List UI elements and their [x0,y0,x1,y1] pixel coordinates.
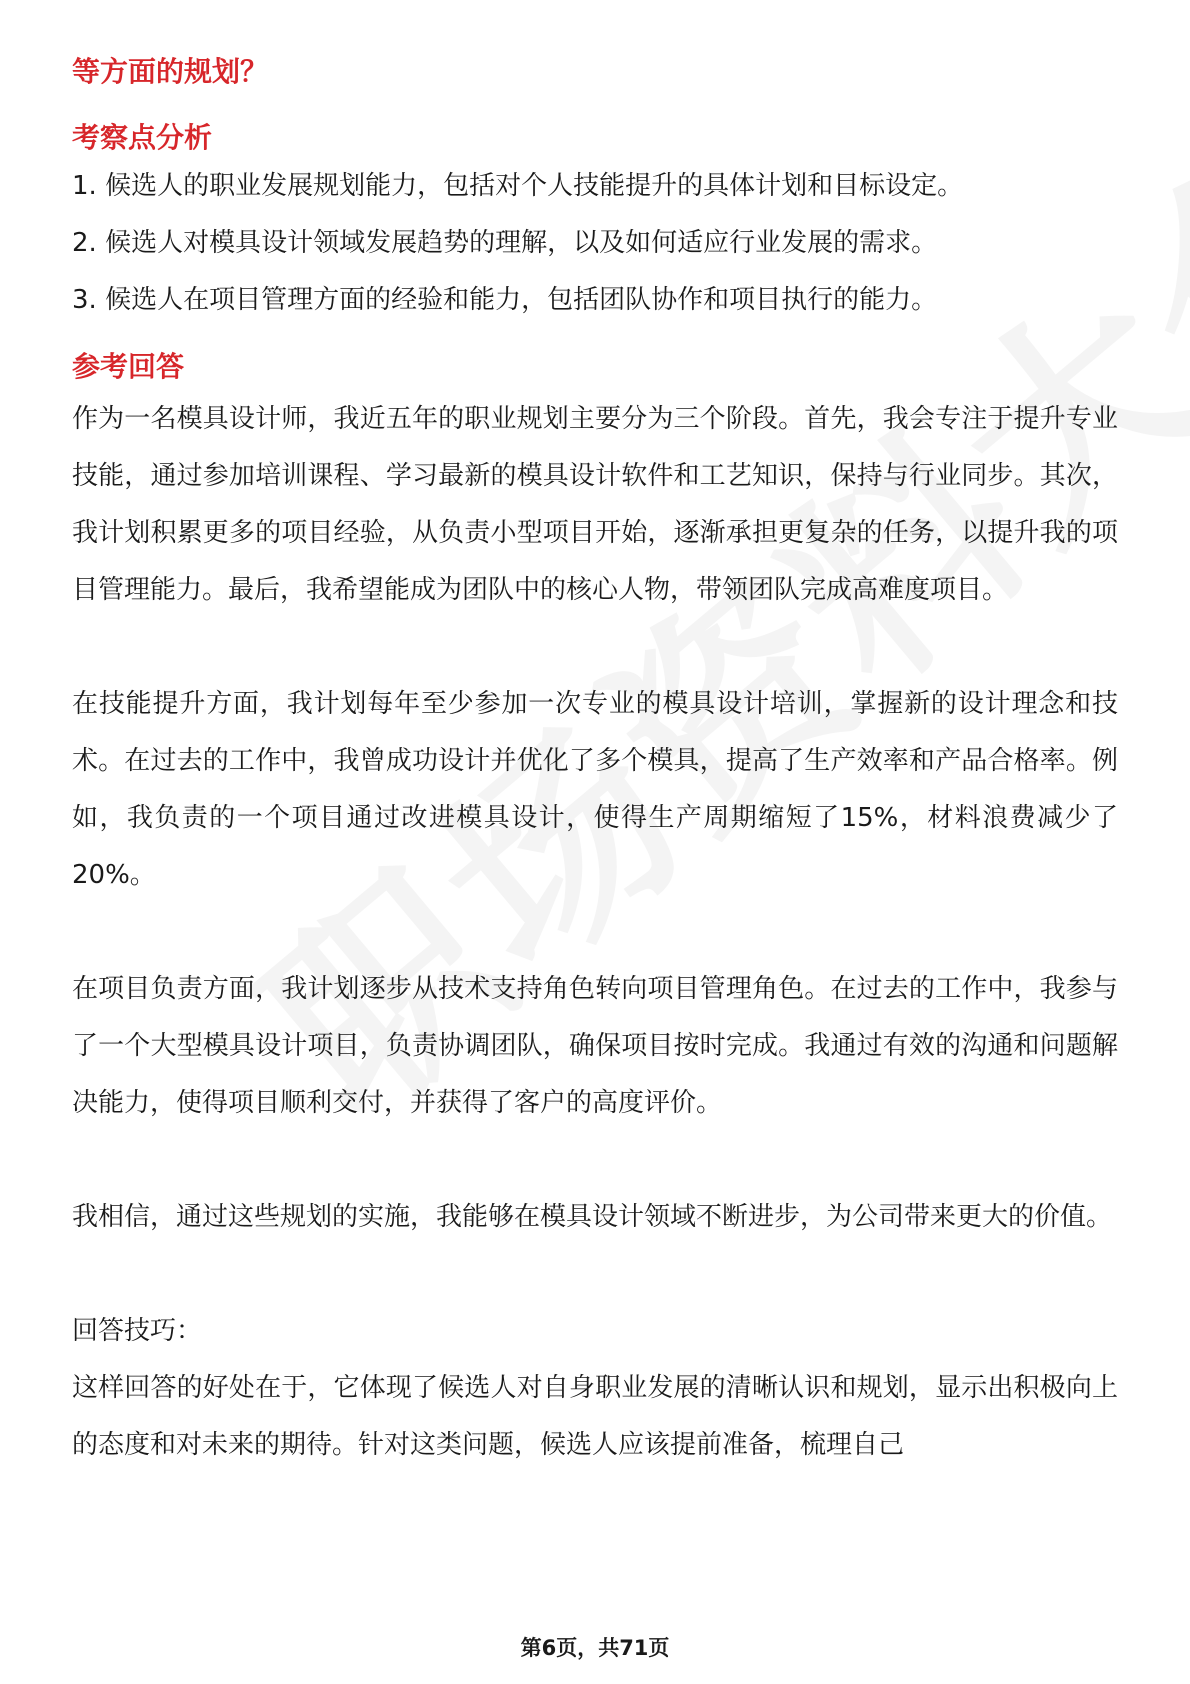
analysis-heading: 考察点分析 [72,121,213,154]
reference-paragraph: 在技能提升方面，我计划每年至少参加一次专业的模具设计培训，掌握新的设计理念和技术。在过去的工作中，我曾成功设计并优化了多个模具，提高了生产效率和产品合格率。例如，我负责的一个项目通过改进模具设计，使得生产周期缩短了15%，材料浪费减少了20%。 [72,689,1118,890]
reference-heading: 参考回答 [72,350,185,383]
page-number: 第6页，共71页 [520,1636,670,1660]
tips-paragraph: 这样回答的好处在于，它体现了候选人对自身职业发展的清晰认识和规划，显示出积极向上的态度和对未来的期待。针对这类问题，候选人应该提前准备，梳理自己 [72,1373,1118,1460]
analysis-list [72,166,1118,320]
tips-label: 回答技巧： [72,1316,203,1346]
question-tail-heading: 等方面的规划？ [72,55,269,88]
reference-paragraph: 在项目负责方面，我计划逐步从技术支持角色转向项目管理角色。在过去的工作中，我参与了一个大型模具设计项目，负责协调团队，确保项目按时完成。我通过有效的沟通和问题解决能力，使得项目顺利交付，并获得了客户的高度评价。 [72,974,1118,1118]
analysis-item: 1. 候选人的职业发展规划能力，包括对个人技能提升的具体计划和目标设定。 [72,171,964,201]
analysis-item: 3. 候选人在项目管理方面的经验和能力，包括团队协作和项目执行的能力。 [72,285,938,315]
analysis-item: 2. 候选人对模具设计领域发展趋势的理解，以及如何适应行业发展的需求。 [72,228,938,258]
reference-paragraph: 作为一名模具设计师，我近五年的职业规划主要分为三个阶段。首先，我会专注于提升专业技能，通过参加培训课程、学习最新的模具设计软件和工艺知识，保持与行业同步。其次，我计划积累更多的项目经验，从负责小型项目开始，逐渐承担更复杂的任务，以提升我的项目管理能力。最后，我希望能成为团队中的核心人物，带领团队完成高难度项目。 [72,404,1118,605]
reference-paragraph: 我相信，通过这些规划的实施，我能够在模具设计领域不断进步，为公司带来更大的价值。 [72,1202,1113,1232]
document-content [72,48,1118,1474]
